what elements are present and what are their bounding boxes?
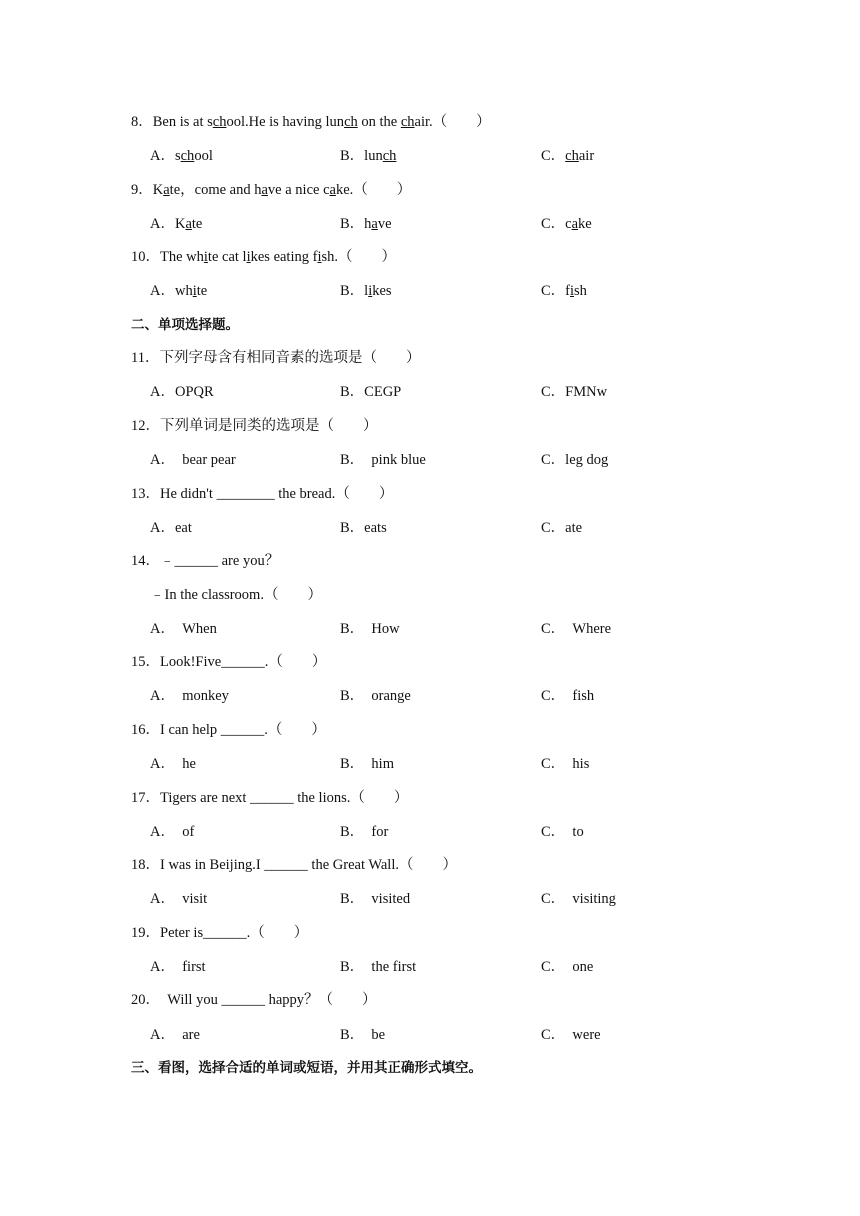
text-segment: 8．Ben is at s [131, 114, 213, 130]
q16-option-a: A． he [150, 756, 196, 772]
q10-option-b: B．likes [340, 283, 392, 299]
q18-option-c: C． visiting [541, 891, 616, 907]
q12-option-a: A． bear pear [150, 452, 236, 468]
question-19: 19．Peter is______.（ ） [131, 925, 309, 941]
text-segment: air.（ ） [414, 114, 491, 130]
q9-option-b: B．have [340, 216, 392, 232]
question-16: 16．I can help ______.（ ） [131, 722, 326, 738]
q11-option-c: C．FMNw [541, 384, 608, 400]
section-heading-2: 二、单项选择题。 [131, 317, 239, 333]
question-8 [131, 113, 491, 131]
q17-option-a: A． of [150, 824, 195, 840]
q18-option-b: B． visited [340, 891, 411, 907]
q17-option-c: C． to [541, 824, 584, 840]
q11-option-b: B．CEGP [340, 384, 402, 400]
q12-option-b: B． pink blue [340, 452, 426, 468]
q20-option-b: B． be [340, 1027, 386, 1043]
q8-option-c: C．chair [541, 148, 595, 164]
q13-option-c: C．ate [541, 520, 583, 536]
q15-option-b: B． orange [340, 688, 411, 704]
question-12: 12．下列单词是同类的选项是（ ） [131, 418, 378, 434]
question-20: 20． Will you ______ happy？（ ） [131, 992, 377, 1008]
q15-option-c: C． fish [541, 688, 595, 704]
question-17: 17．Tigers are next ______ the lions.（ ） [131, 790, 409, 806]
question-18: 18．I was in Beijing.I ______ the Great Wall.（ ） [131, 857, 457, 873]
q8-option-b: B．lunch [340, 148, 397, 164]
question-9: 9．Kate，come and have a nice cake.（ ） [131, 182, 412, 198]
q12-option-c: C．leg dog [541, 452, 609, 468]
q13-option-b: B．eats [340, 520, 387, 536]
q10-option-c: C．fish [541, 283, 587, 299]
q19-option-c: C． one [541, 959, 594, 975]
question-11: 11．下列字母含有相同音素的选项是（ ） [131, 350, 421, 366]
question-13: 13．He didn't ________ the bread.（ ） [131, 486, 394, 502]
q17-option-b: B． for [340, 824, 389, 840]
q8-option-a: A．school [150, 148, 213, 164]
q14-option-c: C． Where [541, 621, 612, 637]
q14-option-b: B． How [340, 621, 400, 637]
section-heading-3: 三、看图，选择合适的单词或短语，并用其正确形式填空。 [131, 1060, 482, 1076]
q14-option-a: A． When [150, 621, 217, 637]
q18-option-a: A． visit [150, 891, 208, 907]
q9-option-a: A．Kate [150, 216, 203, 232]
q9-option-c: C．cake [541, 216, 592, 232]
q20-option-a: A． are [150, 1027, 200, 1043]
underlined-segment: ch [344, 114, 358, 130]
question-10: 10．The white cat likes eating fish.（ ） [131, 249, 397, 265]
question-14: 14．﹣______ are you？ [131, 553, 280, 569]
underlined-segment: ch [400, 114, 415, 130]
q19-option-b: B． the first [340, 959, 417, 975]
text-segment: ool.He is having lun [226, 114, 345, 130]
q20-option-c: C． were [541, 1027, 601, 1043]
q19-option-a: A． first [150, 959, 206, 975]
question-14-answer-prompt: ﹣In the classroom.（ ） [150, 587, 322, 603]
text-segment: on the [357, 114, 401, 130]
q16-option-c: C． his [541, 756, 590, 772]
q16-option-b: B． him [340, 756, 394, 772]
q15-option-a: A． monkey [150, 688, 229, 704]
question-15: 15．Look!Five______.（ ） [131, 654, 327, 670]
q10-option-a: A．white [150, 283, 208, 299]
q13-option-a: A．eat [150, 520, 192, 536]
underlined-segment: ch [212, 114, 227, 130]
q11-option-a: A．OPQR [150, 384, 214, 400]
